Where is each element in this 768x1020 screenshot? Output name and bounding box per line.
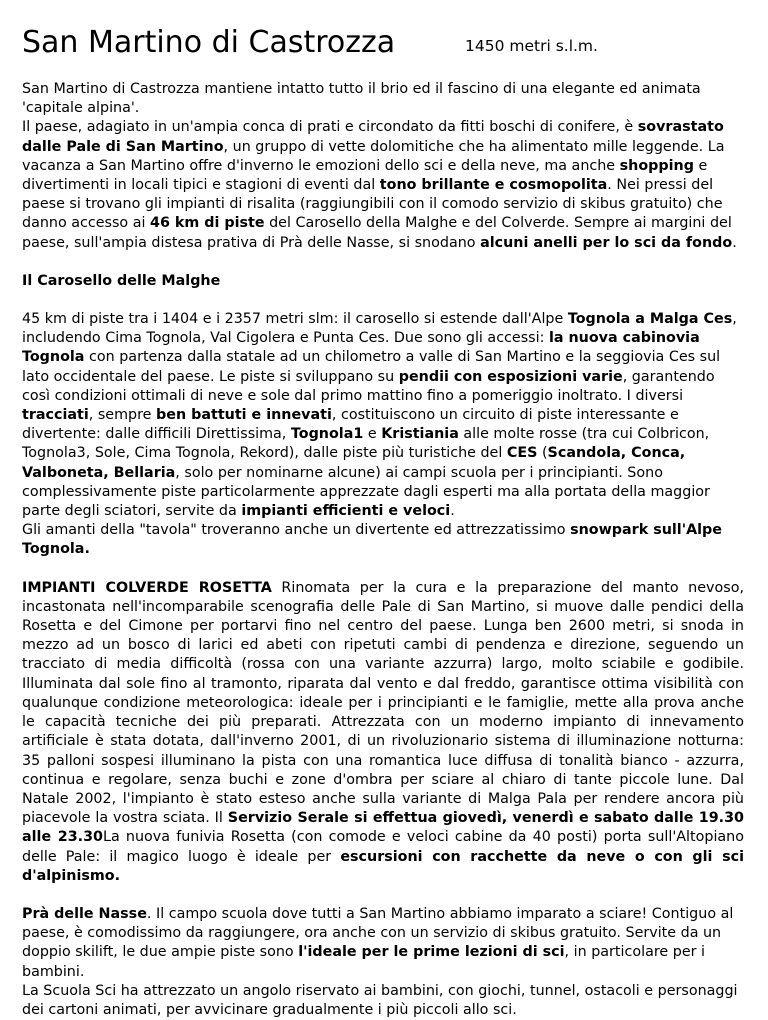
nasse-section [22, 905, 744, 1020]
section-heading: Prà delle Nasse [22, 905, 147, 922]
text: , includendo Cima Tognola, Val Cigolera e Punta Ces. Due sono gli accessi: [22, 311, 737, 347]
bold-text: CES [506, 445, 538, 462]
colverde-section [22, 579, 744, 886]
bold-text: l'ideale per le prime lezioni di sci [298, 944, 565, 961]
section-heading: Il Carosello delle Malghe [22, 272, 221, 289]
nasse-children-paragraph: La Scuola Sci ha attrezzato un angolo riservato ai bambini, con giochi, tunnel, ostacoli e personaggi dei cartoni animati, per avvicinare gradualmente i più piccoli allo sci. [22, 982, 738, 1018]
snowpark-paragraph [22, 521, 744, 559]
bold-text: tono brillante e cosmopolita [379, 177, 608, 194]
carosello-section [22, 310, 744, 560]
bold-text: ben battuti e innevati [156, 407, 332, 424]
altitude-label: 1450 metri s.l.m. [465, 37, 598, 55]
text: , costituiscono un circuito di piste interessante e divertente: dalle difficili Direttissima, [22, 407, 679, 443]
bold-text: shopping [619, 157, 694, 174]
text: e [363, 426, 382, 443]
title-row [22, 24, 744, 80]
document-page [22, 24, 744, 1020]
text: . Il campo scuola dove tutti a San Martino abbiamo imparato a sciare! Contiguo al paese, è comodissimo da raggiungere, ora anche con un servizio di skibus gratuito. Servite da un doppio skilift, le due ampie piste sono [22, 905, 734, 961]
text: Gli amanti della "tavola" troveranno anche un divertente ed attrezzatissimo [22, 522, 571, 539]
text: . Nei pressi del paese si trovano gli impianti di risalita (raggiungibili con il comodo servizio di skibus gratuito) che danno accesso ai [22, 177, 723, 232]
text: . [732, 234, 737, 251]
bold-text: sovrastato dalle Pale di San Martino [22, 119, 724, 155]
bold-text: pendii con esposizioni varie [398, 368, 623, 385]
text: alle molte rosse (tra cui Colbricon, Tognola3, Sole, Cima Tognola, Rekord), dalle piste più turistiche del [22, 426, 710, 462]
bold-text: Servizio Serale si effettua giovedì, venerdì e sabato dalle 19.30 alle 23.30 [22, 810, 744, 846]
text: ( [537, 445, 548, 462]
bold-text: 46 km di piste [150, 215, 265, 232]
intro-paragraph [22, 118, 744, 252]
carosello-heading [22, 272, 744, 291]
bold-text: tracciati [22, 407, 89, 424]
bold-text: Kristiania [381, 426, 459, 443]
text: , sempre [88, 407, 157, 424]
bold-text: la nuova cabinovia Tognola [22, 330, 700, 366]
text: , solo per nominarne alcune) ai campi scuola per i principianti. Sono complessivamente piste particolarmente apprezzate dagli esperti ma alla portata della maggior parte degli sciatori, servite da [22, 464, 710, 520]
carosello-paragraph [22, 310, 744, 521]
text: , garantendo così condizioni ottimali di neve e sole dal primo mattino fino a pomeriggio inoltrato. I diversi [22, 368, 715, 404]
bold-text: alcuni anelli per lo sci da fondo [480, 234, 733, 251]
text: , un gruppo di vette dolomitiche che ha alimentato mille leggende. La vacanza a San Martino offre d'inverno le emozioni dello sci e della neve, ma anche [22, 138, 725, 174]
section-heading: IMPIANTI COLVERDE ROSETTA [22, 579, 272, 596]
text: del Carosello della Malghe e del Colverde. Sempre ai margini del paese, sull'ampia distesa prativa di Prà delle Nasse, si snodano [22, 215, 732, 251]
bold-text: snowpark sull'Alpe Tognola. [22, 522, 722, 558]
text: Rinomata per la cura e la preparazione del manto nevoso, incastonata nell'incomparabile scenografia delle Pale di San Martino, si muove dalle pendici della Rosetta e del Cimone per portarvi fino nel centro del paese. Lunga ben 2600 metri, si snoda in mezzo ad un bosco di larici ed abeti con ripetuti cambi di pendenza e direzione, seguendo un tracciato di media difficoltà (rossa con una variante azzurra) largo, molto sciabile e godibile. Illuminata dal sole fino al tramonto, riparata dal vento e dal freddo, garantisce ottima visibilità con qualunque condizione meteorologica: ideale per i principianti e le famiglie, mette alla prova anche le capacità tecniche dei più preparati. Attrezzata con un moderno impianto di innevamento artificiale è stata dotata, dall'inverno 2001, di un rivoluzionario sistema di illuminazione notturna: 35 palloni sospesi illuminano la pista con una romantica luce diffusa di tonalità bianco - azzurra, continua e regolare, senza buchi e zone d'ombra per sciare al chiaro di tante piccole lune. Dal Natale 2002, l'impianto è stato esteso anche sulla variante di Malga Pala per rendere ancora più piacevole la vostra sciata. Il [22, 579, 744, 827]
bold-text: Scandola, Conca, Valboneta, Bellaria [22, 445, 686, 481]
text: , in particolare per i bambini. [22, 944, 706, 980]
nasse-paragraph [22, 905, 744, 982]
text: . [450, 503, 455, 520]
intro-line: San Martino di Castrozza mantiene intatto tutto il brio ed il fascino di una elegante ed animata 'capitale alpina'. [22, 81, 701, 117]
text: 45 km di piste tra i 1404 e i 2357 metri slm: il carosello si estende dall'Alpe [22, 311, 568, 328]
text: Il paese, adagiato in un'ampia conca di prati e circondato da fitti boschi di conifere, è [22, 119, 638, 136]
bold-text: impianti efficienti e veloci [241, 503, 451, 520]
intro-section [22, 80, 744, 253]
bold-text: escursioni con racchette da neve o con gli sci d'alpinismo. [22, 848, 744, 884]
text: La nuova funivia Rosetta (con comode e veloci cabine da 40 posti) porta sull'Altopiano delle Pale: il magico luogo è ideale per [22, 829, 744, 865]
bold-text: Tognola1 [290, 426, 364, 443]
page-title: San Martino di Castrozza [22, 25, 396, 60]
text: e divertimenti in locali tipici e stagioni di eventi dal [22, 157, 708, 194]
text: con partenza dalla statale ad un chilometro a valle di San Martino e la seggiovia Ces sul lato occidentale del paese. Le piste si sviluppano su [22, 349, 721, 385]
bold-text: Tognola a Malga Ces [567, 311, 733, 328]
